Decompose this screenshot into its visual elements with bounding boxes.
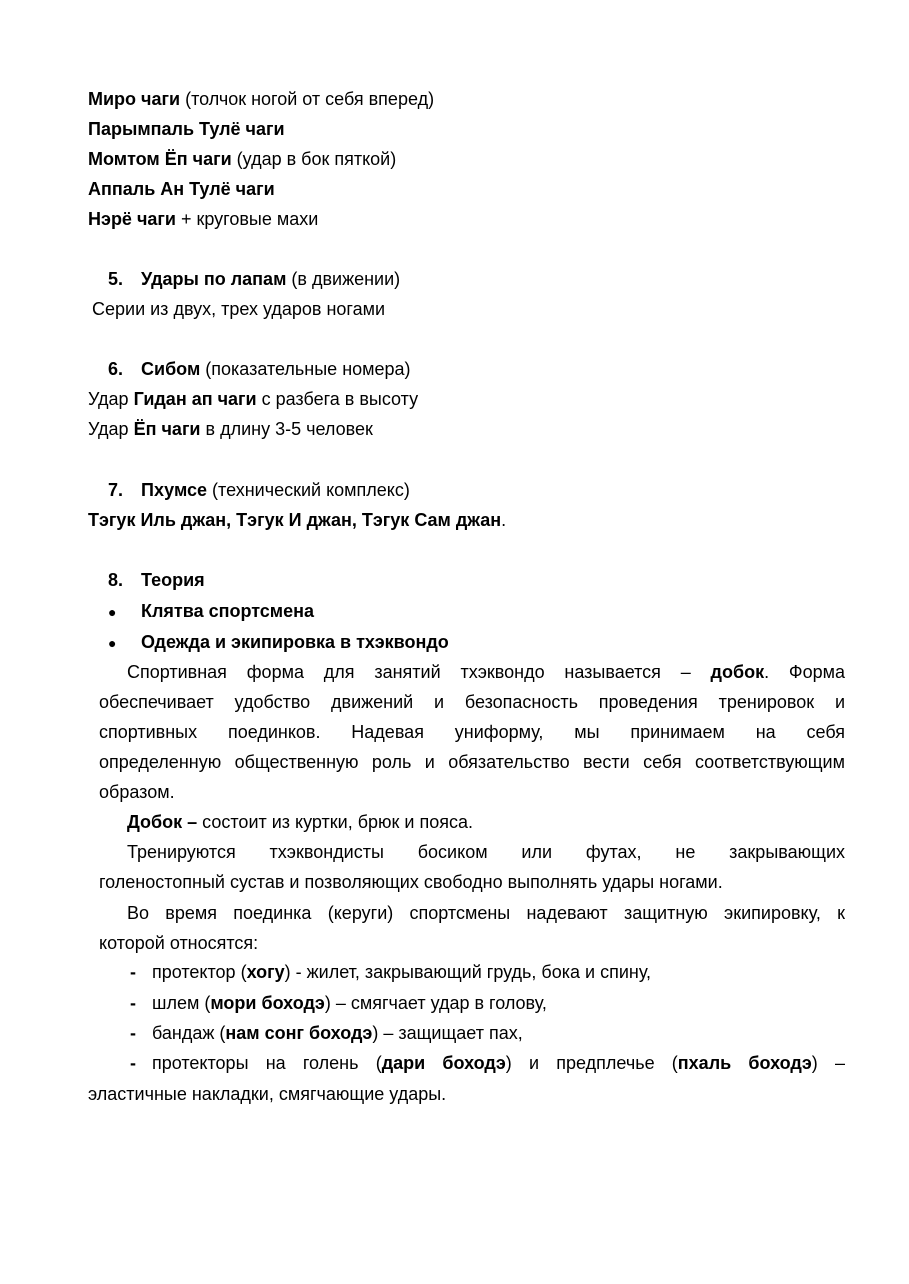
paragraph-line: Добок – состоит из куртки, брюк и пояса.	[127, 812, 473, 832]
equipment-item: - шлем (мори боходэ) – смягчает удар в голову,	[130, 993, 547, 1013]
equipment-item: - бандаж (нам сонг боходэ) – защищает пах,	[130, 1023, 523, 1043]
paragraph-line: эластичные накладки, смягчающие удары.	[88, 1084, 447, 1104]
bullet-icon: ●	[108, 635, 117, 651]
section-5-heading: 5. Удары по лапам (в движении)	[108, 269, 401, 289]
paragraph-line: Спортивная форма для занятий тхэквондо называется – добок. Форма	[127, 662, 845, 682]
kick-line: Миро чаги (толчок ногой от себя вперед)	[88, 89, 435, 109]
equipment-item: - протекторы на голень (дари боходэ) и предплечье (пхаль боходэ) –	[130, 1053, 845, 1073]
kick-line: Аппаль Ан Тулё чаги	[88, 179, 275, 199]
paragraph-line: Во время поединка (керуги) спортсмены надевают защитную экипировку, к	[127, 903, 845, 923]
equipment-item: - протектор (хогу) - жилет, закрывающий грудь, бока и спину,	[130, 962, 652, 982]
bullet-item: ● Одежда и экипировка в тхэквондо	[108, 630, 449, 655]
paragraph-line: обеспечивает удобство движений и безопасность проведения тренировок и	[99, 692, 845, 712]
paragraph-line: спортивных поединков. Надевая униформу, мы принимаем на себя	[99, 722, 845, 742]
kick-line: Парымпаль Тулё чаги	[88, 119, 285, 139]
kick-line: Момтом Ёп чаги (удар в бок пяткой)	[88, 149, 397, 169]
section-7-heading: 7. Пхумсе (технический комплекс)	[108, 480, 410, 500]
bullet-icon: ●	[108, 604, 117, 620]
paragraph-line: которой относятся:	[99, 933, 259, 953]
section-6-heading: 6. Сибом (показательные номера)	[108, 359, 411, 379]
section-6-line: Удар Гидан ап чаги с разбега в высоту	[88, 389, 419, 409]
section-7-text: Тэгук Иль джан, Тэгук И джан, Тэгук Сам джан.	[88, 510, 507, 530]
paragraph-line: определенную общественную роль и обязательство вести себя соответствующим	[99, 752, 845, 772]
section-8-heading: 8. Теория	[108, 570, 205, 590]
section-5-text: Серии из двух, трех ударов ногами	[92, 299, 386, 319]
paragraph-line: голеностопный сустав и позволяющих свободно выполнять удары ногами.	[99, 872, 723, 892]
kick-line: Нэрё чаги + круговые махи	[88, 209, 319, 229]
section-6-line: Удар Ёп чаги в длину 3-5 человек	[88, 419, 373, 439]
paragraph-line: образом.	[99, 782, 175, 802]
bullet-item: ● Клятва спортсмена	[108, 599, 314, 624]
paragraph-line: Тренируются тхэквондисты босиком или футах, не закрывающих	[127, 842, 845, 862]
